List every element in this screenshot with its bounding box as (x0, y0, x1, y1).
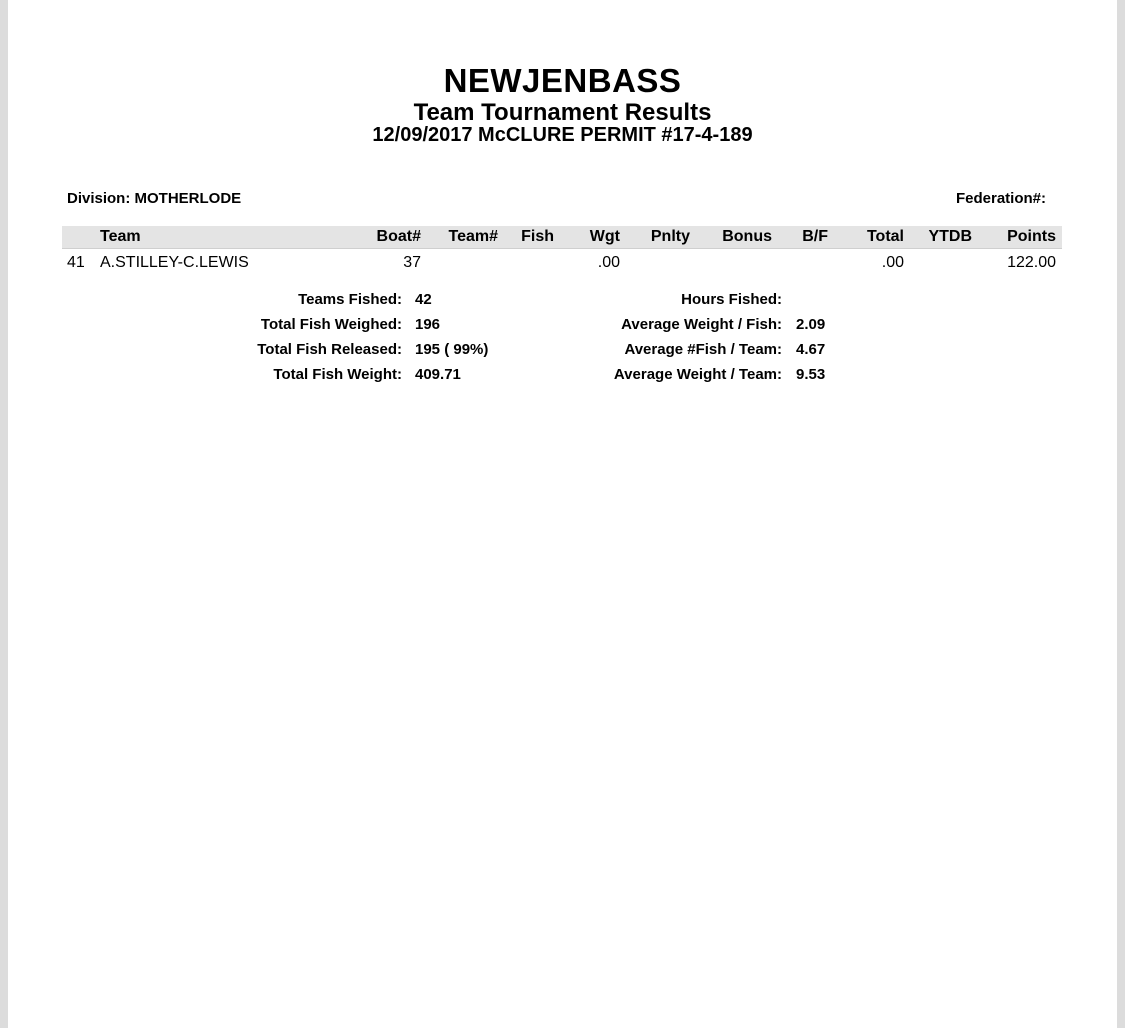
report-event-line: 12/09/2017 McCLURE PERMIT #17-4-189 (372, 124, 753, 146)
stat-avg-fish-team-value: 4.67 (796, 341, 826, 358)
stat-avg-weight-fish-value: 2.09 (796, 316, 826, 333)
col-header-teamno: Team# (448, 228, 498, 245)
col-header-bf: B/F (802, 228, 828, 245)
stat-hours-fished-label: Hours Fished: (681, 291, 782, 308)
stat-total-fish-weighed-label: Total Fish Weighed: (260, 316, 402, 333)
row-wgt: .00 (597, 254, 620, 271)
report-page (8, 0, 1117, 1028)
row-points: 122.00 (1007, 254, 1056, 271)
col-header-ytdb: YTDB (928, 228, 972, 245)
stat-total-fish-released-value: 195 ( 99%) (415, 341, 489, 358)
stat-teams-fished-value: 42 (415, 291, 432, 308)
col-header-points: Points (1007, 228, 1056, 245)
stat-total-fish-weight-label: Total Fish Weight: (273, 366, 402, 383)
stat-avg-weight-team-value: 9.53 (796, 366, 826, 383)
col-header-pnlty: Pnlty (650, 228, 690, 245)
col-header-team: Team (100, 228, 141, 245)
stat-avg-weight-fish-label: Average Weight / Fish: (621, 316, 782, 333)
stat-total-fish-released-label: Total Fish Released: (257, 341, 402, 358)
report-subtitle: Team Tournament Results (413, 99, 712, 126)
col-header-boat: Boat# (376, 228, 421, 245)
division-label: Division: MOTHERLODE (67, 190, 242, 207)
col-header-fish: Fish (521, 228, 554, 245)
col-header-total: Total (866, 228, 904, 245)
stat-avg-weight-team-label: Average Weight / Team: (613, 366, 782, 383)
viewer-right-margin (1117, 0, 1125, 1028)
report-org-title: NEWJENBASS (443, 62, 682, 99)
stat-teams-fished-label: Teams Fished: (298, 291, 402, 308)
viewer-left-margin (0, 0, 8, 1028)
row-boat: 37 (403, 254, 421, 271)
stat-avg-fish-team-label: Average #Fish / Team: (624, 341, 782, 358)
federation-label: Federation#: (955, 190, 1046, 207)
stat-total-fish-weighed-value: 196 (415, 316, 441, 333)
col-header-wgt: Wgt (589, 228, 620, 245)
row-total: .00 (881, 254, 904, 271)
stat-total-fish-weight-value: 409.71 (415, 366, 461, 383)
row-team-name: A.STILLEY-C.LEWIS (100, 254, 249, 271)
col-header-bonus: Bonus (722, 228, 772, 245)
row-place: 41 (67, 254, 85, 271)
